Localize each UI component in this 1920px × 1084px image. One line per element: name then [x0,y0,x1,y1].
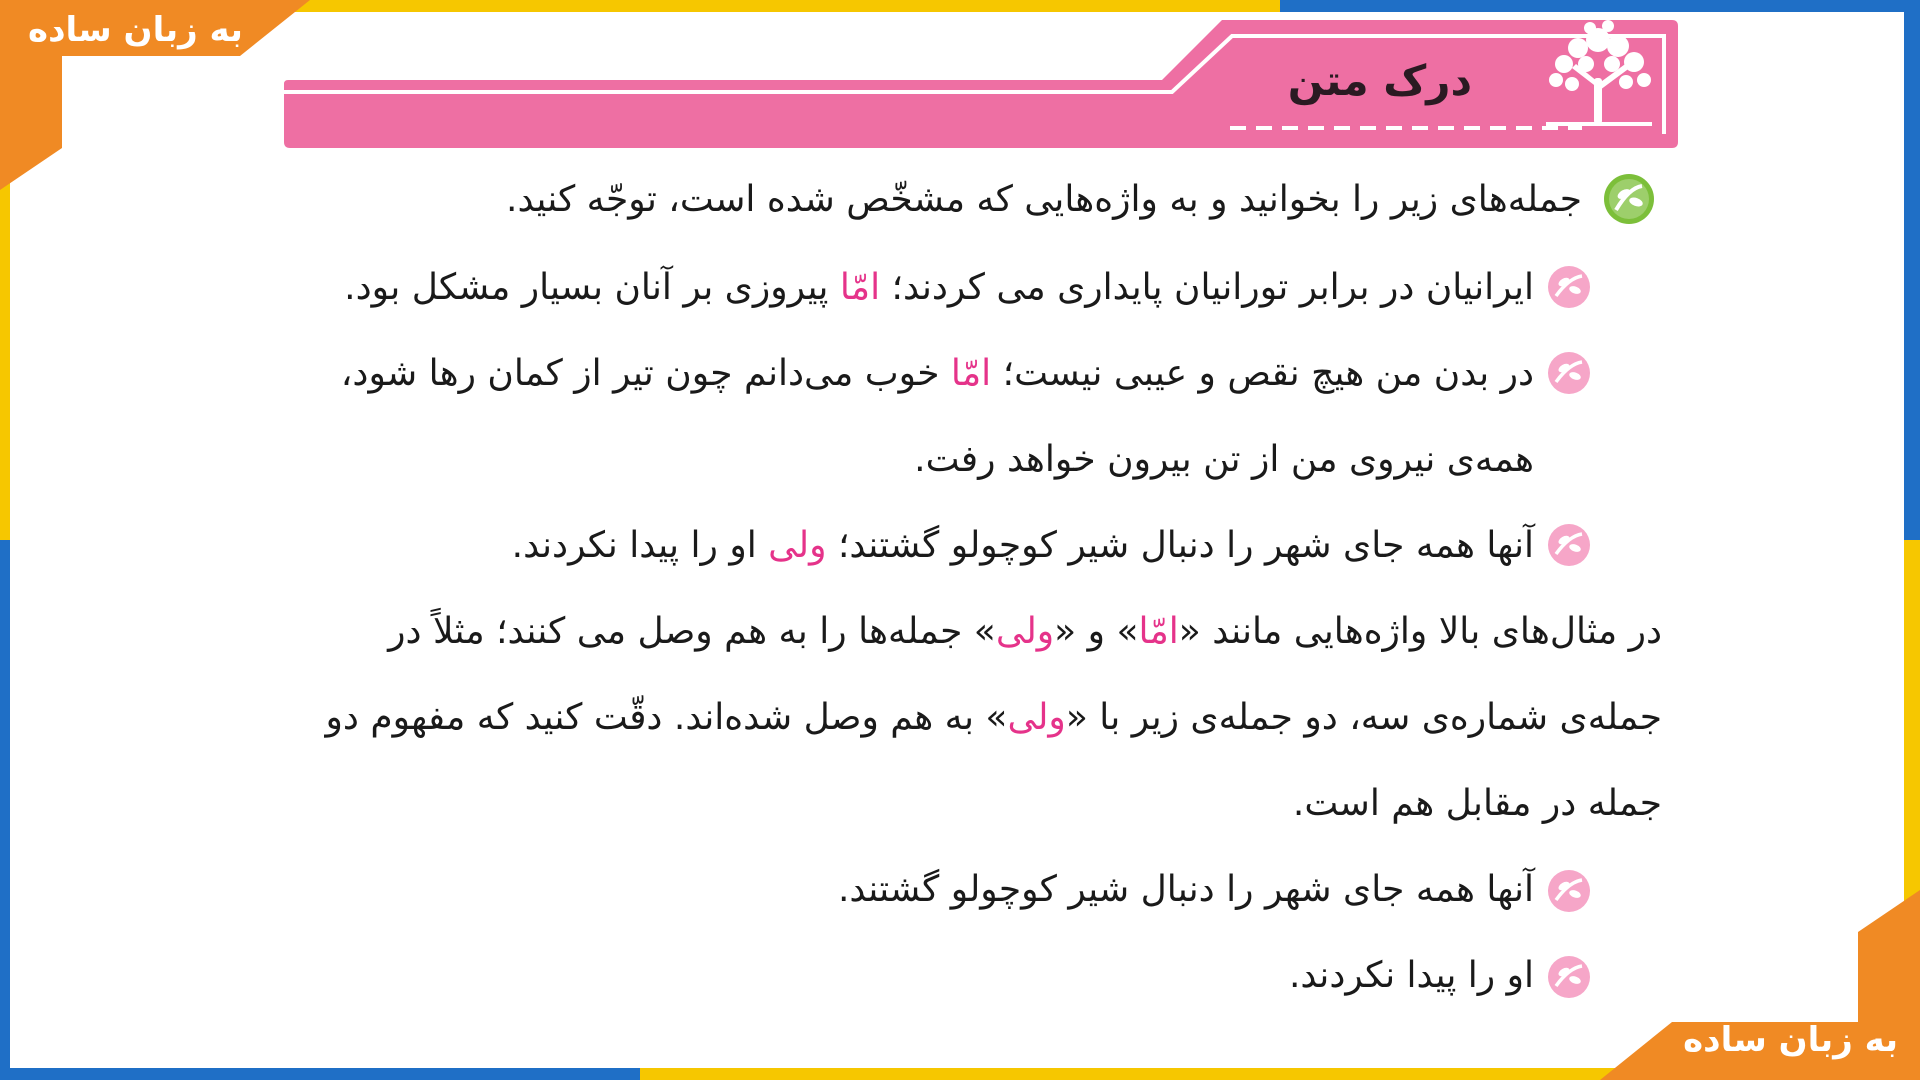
corner-label-bottom-right: به زبان ساده [1683,1020,1898,1060]
pink-flower-bullet-icon [1546,350,1592,396]
explanation-2-part-1: جمله‌ی شماره‌ی سه، دو جمله‌ی زیر با « [1065,697,1662,738]
frame-left-blue [0,540,10,1080]
example-sentence-1 [344,260,1534,316]
example-1-before: ایرانیان در برابر تورانیان پایداری می کردند؛ [880,267,1534,308]
explanation-line-2 [325,690,1662,746]
example-2-before: در بدن من هیچ نقص و عیبی نیست؛ [991,353,1534,394]
pink-flower-bullet-icon [1546,868,1592,914]
explanation-line-1 [388,604,1662,660]
explanation-1-part-2: » و « [1054,611,1139,652]
example-sentence-3 [512,518,1534,574]
example-sentence-2 [341,346,1534,402]
explanation-line-3: جمله در مقابل هم است. [1292,783,1662,824]
split-sentence-1: آنها همه جای شهر را دنبال شیر کوچولو گشتند. [837,869,1534,910]
example-2-highlight: امّا [950,353,992,394]
pink-flower-bullet-icon [1546,522,1592,568]
instruction-text: جمله‌های زیر را بخوانید و به واژه‌هایی که مشخّص شده است، توجّه کنید. [506,179,1582,220]
example-1-highlight: امّا [839,267,881,308]
example-2-after: خوب می‌دانم چون تیر از کمان رها شود، [340,353,951,394]
explanation-2-part-2: » به هم وصل شده‌اند. دقّت کنید که مفهوم دو [325,697,1008,738]
example-3-after: او را پیدا نکردند. [511,525,769,566]
explanation-2-highlight-1: ولی [1007,697,1066,738]
example-sentence-2-continuation: همه‌ی نیروی من از تن بیرون خواهد رفت. [914,439,1534,480]
corner-badge-top-left [0,0,320,190]
leaf-bullet-icon [1602,172,1656,226]
example-1-after: پیروزی بر آنان بسیار مشکل بود. [344,267,840,308]
explanation-1-highlight-1: امّا [1138,611,1179,652]
pink-flower-bullet-icon [1546,954,1592,1000]
example-3-highlight: ولی [768,525,827,566]
explanation-1-part-3: » جمله‌ها را به هم وصل می کنند؛ مثلاً در [388,611,996,652]
section-title: درک متن [1287,56,1472,105]
corner-label-top-left: به زبان ساده [28,10,243,50]
tree-icon [1532,18,1664,130]
split-sentence-2: او را پیدا نکردند. [1288,955,1534,996]
frame-top-blue [1280,0,1920,12]
section-banner [282,18,1678,150]
corner-badge-bottom-right [1600,890,1920,1080]
frame-bottom-blue [0,1068,640,1080]
explanation-1-part-1: در مثال‌های بالا واژه‌هایی مانند « [1178,611,1662,652]
explanation-1-highlight-2: ولی [995,611,1055,652]
frame-right-blue [1904,0,1920,540]
example-3-before: آنها همه جای شهر را دنبال شیر کوچولو گشتند؛ [826,525,1534,566]
pink-flower-bullet-icon [1546,264,1592,310]
